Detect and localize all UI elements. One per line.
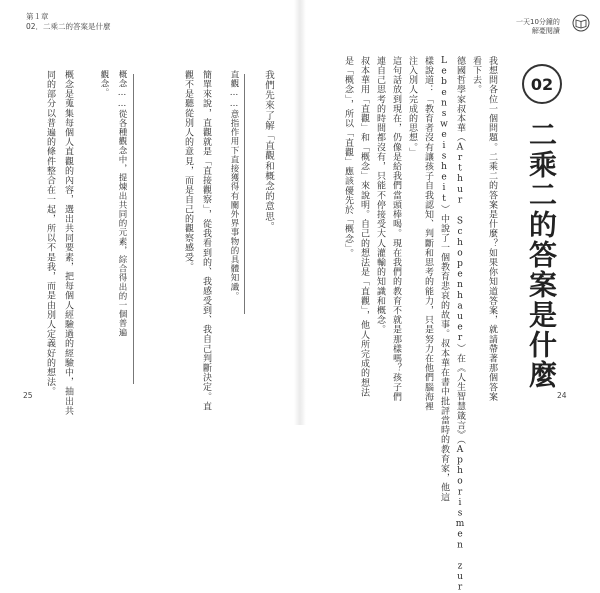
page-number-right: 24 — [557, 391, 567, 400]
right-body-line-6: 注入別人完成的思想。」 — [407, 56, 417, 158]
header-book-line-2: 解憂閱讀 — [531, 27, 560, 35]
right-body-line-5: 樣說道：「教育者沒有讓孩子自我認知、判斷和思考的能力，只是努力在他們腦海裡 — [423, 56, 433, 412]
chapter-number-badge: 02 — [522, 64, 562, 104]
running-header-left — [26, 12, 111, 32]
left-body-line-7: 概念是蒐集每個人直觀的內容，選出共同要素，把每個人經驗過的經驗中，抽出共 — [63, 70, 73, 416]
open-book-icon — [572, 14, 590, 32]
right-body-line-2: 看下去。 — [471, 56, 481, 95]
header-chapter: 第１章 — [26, 12, 49, 21]
right-body-line-4: Lebensweisheit）中說了一個教育悲哀的故事。叔本華在書中批評當時的教育家，他這 — [439, 56, 449, 502]
left-body-line-8: 同的部分以普遍的條件整合在一起，所以不是我，而是由別人定義好的想法。 — [45, 70, 55, 397]
right-body-line-10: 是「概念」，所以「直觀」應該優先於「概念」。 — [343, 56, 353, 259]
right-body-line-8: 連自己思考的時間都沒有，只能不停接受大人灌輸的知識和概念。 — [375, 56, 385, 335]
right-body-line-7: 這句話放到現在，仍像是給我們當頭棒喝。現在我們的教育不就是那樣嗎？孩子們 — [391, 56, 401, 402]
right-body-line-9: 叔本華用「直觀」和「概念」來說明。自己的想法是「直觀」，他人所完成的想法 — [359, 56, 369, 398]
definition-rule-1 — [244, 74, 245, 314]
left-body-line-2: 直觀……意指作用下直接獲得有關外界事物的具體知識。 — [229, 70, 239, 301]
page-gutter — [294, 0, 306, 425]
definition-rule-2 — [133, 74, 134, 384]
left-body-line-5: 概念……從各種觀念中，提煉出共同的元素，綜合得出的一個普遍 — [117, 70, 127, 337]
header-section: 02．二乘二的答案是什麼 — [26, 22, 111, 31]
left-body-line-3: 簡單來說，直觀就是「直接觀察」，從我看到的、我感受到、我自己判斷決定。直 — [201, 70, 211, 412]
right-body-line-3: 德國哲學家叔本華（Arthur Schopenhauer）在《人生智慧箴言》（Aphorismen zur — [455, 56, 465, 593]
running-header-right — [516, 18, 560, 36]
left-body-line-6: 觀念。 — [99, 70, 109, 98]
left-body-line-1: 我們先來了解「直觀和概念的意思。 — [263, 70, 274, 232]
left-body-line-4: 觀不是聽從別人的意見，而是自己的觀察感受。 — [183, 70, 193, 272]
header-book-line-1: 一天10分鐘的 — [516, 18, 560, 26]
page-number-left: 25 — [23, 391, 33, 400]
right-body-line-1: 我想問各位一個問題。二乘二的答案是什麼？如果你知道答案，就請帶著那個答案 — [487, 56, 497, 402]
chapter-title: 二乘二的答案是什麼 — [525, 120, 558, 390]
